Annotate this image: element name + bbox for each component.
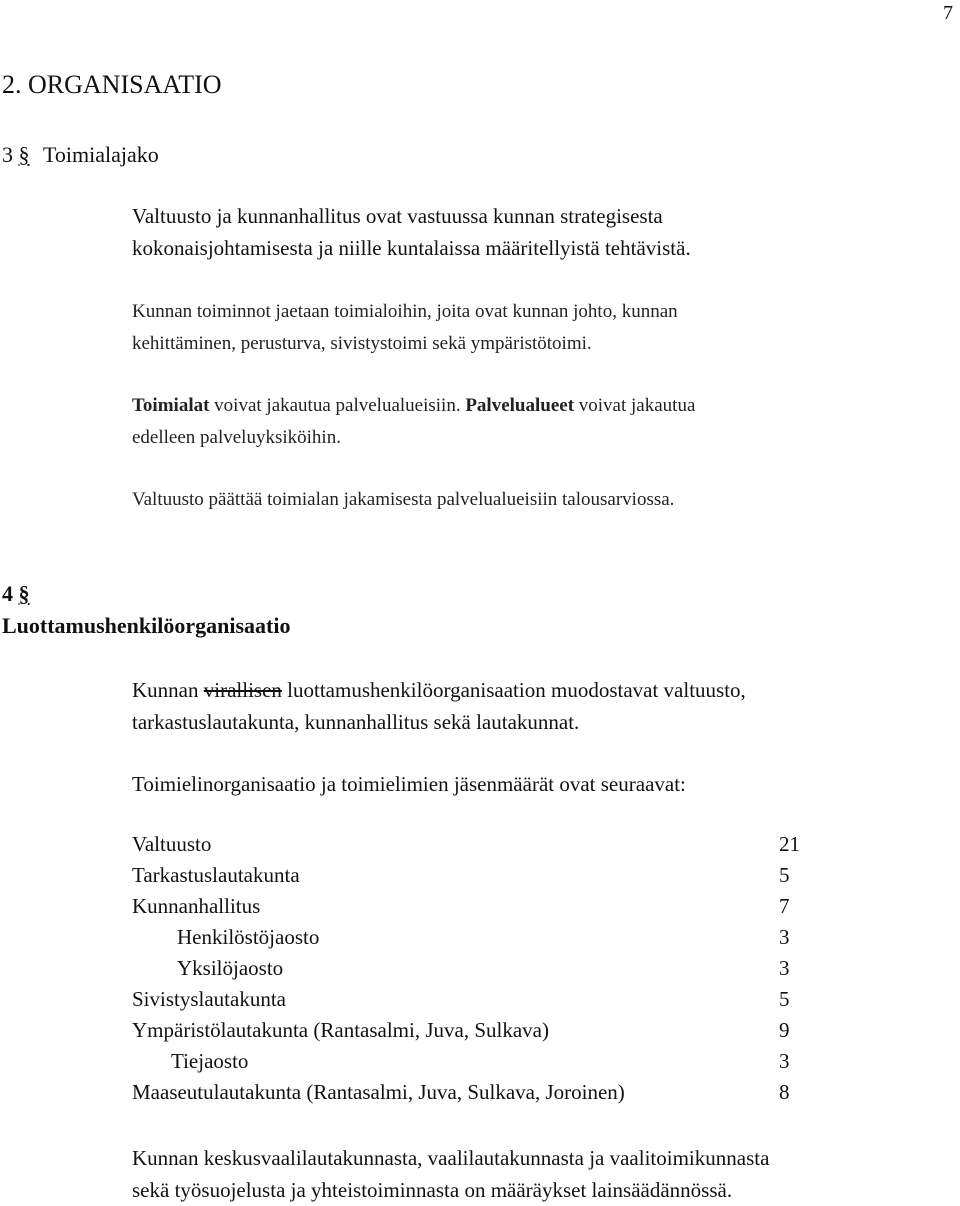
table-row-count: 7 [779,894,790,918]
paragraph [132,768,686,800]
section-sign: § [18,142,30,167]
table-row-count: 3 [779,1049,790,1073]
text-run: voivat jakautua palvelualueisiin. [209,395,466,416]
paragraph-line: edelleen palveluyksiköihin. [132,427,341,448]
page-number: 7 [943,2,953,24]
table-row-count: 5 [779,987,790,1011]
table-row-name: Henkilöstöjaosto [177,925,320,949]
paragraph-line: sekä työsuojelusta ja yhteistoiminnasta on määräykset lainsäädännössä. [132,1178,733,1202]
paragraph [132,484,674,516]
paragraph-line: Kunnan toiminnot jaetaan toimialoihin, joita ovat kunnan johto, kunnan [132,301,678,322]
table-row-name: Maaseutulautakunta (Rantasalmi, Juva, Sulkava, Joroinen) [132,1080,625,1104]
table-row-name: Ympäristölautakunta (Rantasalmi, Juva, Sulkava) [132,1018,549,1042]
table-row-count: 21 [779,832,800,856]
paragraph-line: kokonaisjohtamisesta ja niille kuntalaissa määritellyistä tehtävistä. [132,236,691,260]
struck-word: virallisen [203,678,282,702]
section-title: Toimialajako [43,142,159,167]
table-row-name: Sivistyslautakunta [132,987,286,1011]
section-title: Luottamushenkilöorganisaatio [2,613,291,638]
chapter-title: 2. ORGANISAATIO [2,70,222,99]
bold-term: Palvelualueet [465,395,575,416]
table-row-count: 8 [779,1080,790,1104]
paragraph-line: Toimielinorganisaatio ja toimielimien jäsenmäärät ovat seuraavat: [132,772,686,796]
paragraph-line [132,674,746,706]
text-run: luottamushenkilöorganisaation muodostavat valtuusto, [281,678,746,702]
table-row-name: Kunnanhallitus [132,894,261,918]
table-row-name: Tiejaosto [171,1049,249,1073]
paragraph-line: Valtuusto päättää toimialan jakamisesta palvelualueisiin talousarviossa. [132,489,675,510]
table-row-name: Tarkastuslautakunta [132,863,300,887]
paragraph [132,200,691,264]
table-row-count: 5 [779,863,790,887]
paragraph-line: kehittäminen, perusturva, sivistystoimi sekä ympäristötoimi. [132,333,592,354]
section-number: 4 [2,581,13,606]
section-4-heading [2,578,291,642]
section-3-heading [2,142,159,168]
table-row-name: Valtuusto [132,832,212,856]
paragraph-line: Kunnan keskusvaalilautakunnasta, vaalilautakunnasta ja vaalitoimikunnasta [132,1146,770,1170]
bold-term: Toimialat [132,395,210,416]
section-number: 3 [2,142,13,167]
text-run: Kunnan [132,678,204,702]
paragraph [132,296,678,360]
paragraph [132,390,695,454]
table-row-count: 3 [779,925,790,949]
paragraph-line: tarkastuslautakunta, kunnanhallitus sekä lautakunnat. [132,710,580,734]
paragraph-line: Valtuusto ja kunnanhallitus ovat vastuussa kunnan strategisesta [132,204,663,228]
paragraph-line [132,390,695,422]
table-row-count: 9 [779,1018,790,1042]
paragraph [132,1142,769,1206]
section-sign: § [18,581,30,606]
text-run: voivat jakautua [574,395,696,416]
table-row-count: 3 [779,956,790,980]
paragraph [132,674,746,738]
table-row-name: Yksilöjaosto [177,956,284,980]
